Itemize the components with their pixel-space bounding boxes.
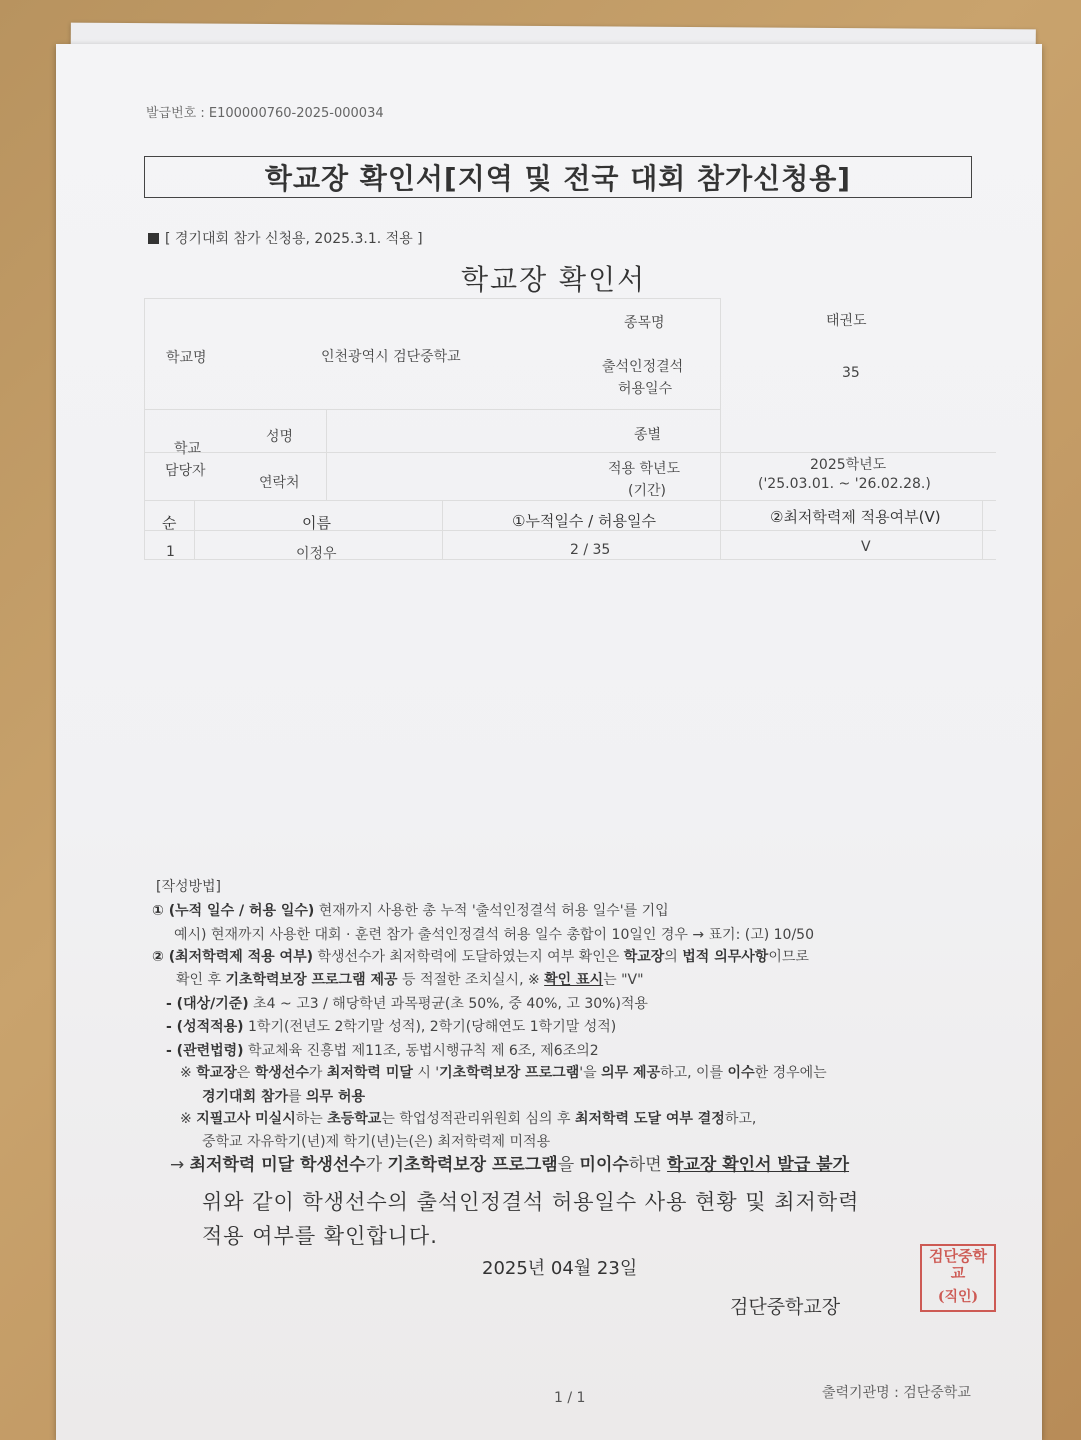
- note-line-6: - (성적적용) 1학기(전년도 2학기말 성적), 2학기(당해연도 1학기말 성적): [166, 1019, 617, 1035]
- year-value-1: 2025학년도: [810, 457, 887, 473]
- note-line-9: 경기대회 참가를 의무 허용: [202, 1089, 365, 1105]
- list-header-name: 이름: [302, 514, 331, 532]
- page-number: 1 / 1: [554, 1390, 586, 1406]
- output-org: 출력기관명 : 검단중학교: [822, 1385, 971, 1401]
- principal-name: 검단중학교장: [730, 1296, 841, 1318]
- row-name: 이정우: [296, 546, 337, 562]
- allow-value: 35: [842, 365, 860, 381]
- title-box: 학교장 확인서[지역 및 전국 대회 참가신청용]: [144, 156, 972, 198]
- contact-label: 연락처: [259, 475, 300, 491]
- year-label-1: 적용 학년도: [608, 461, 681, 477]
- seal-sub-text: (직인): [937, 1289, 979, 1305]
- note-line-8: ※ 학교장은 학생선수가 최저학력 미달 시 '기초학력보장 프로그램'을 의무 제공하고, 이를 이수한 경우에는: [180, 1065, 827, 1081]
- note-line-2: 예시) 현재까지 사용한 대회 · 훈련 참가 출석인정결석 허용 일수 총합이 10일인 경우 → 표기: (고) 10/50: [174, 927, 814, 943]
- sport-value: 태권도: [826, 313, 867, 329]
- seal-text: 검단중학교: [929, 1247, 987, 1282]
- school-value: 인천광역시 검단중학교: [321, 349, 461, 365]
- note-line-4: 확인 후 기초학력보장 프로그램 제공 등 적절한 조치실시, ※ 확인 표시는 "V": [176, 972, 644, 988]
- note-line-3: ② (최저학력제 적용 여부) 학생선수가 최저학력에 도달하였는지 여부 확인은 학교장의 법적 의무사항이므로: [152, 949, 809, 965]
- note-line-12: → 최저학력 미달 학생선수가 기초학력보장 프로그램을 미이수하면 학교장 확인서 발급 불가: [170, 1155, 850, 1175]
- row-no: 1: [166, 544, 175, 560]
- row-days: 2 / 35: [570, 542, 611, 558]
- school-label: 학교명: [166, 350, 207, 366]
- year-label-2: (기간): [628, 483, 666, 499]
- allow-label-1: 출석인정결석: [602, 359, 684, 375]
- subtitle-text: [ 경기대회 참가 신청용, 2025.3.1. 적용 ]: [165, 231, 423, 247]
- confirm-line-1: 위와 같이 학생선수의 출석인정결석 허용일수 사용 현황 및 최저학력: [202, 1190, 860, 1214]
- year-value-2: ('25.03.01. ~ '26.02.28.): [758, 476, 931, 492]
- issue-date: 2025년 04월 23일: [482, 1258, 638, 1279]
- note-line-7: - (관련법령) 학교체육 진흥법 제11조, 동법시행규칙 제 6조, 제6조의2: [166, 1043, 599, 1059]
- official-seal: [920, 1244, 996, 1312]
- row-applied: V: [861, 539, 871, 555]
- note-line-11: 중학교 자유학기(년)제 학기(년)는(은) 최저학력제 미적용: [202, 1134, 551, 1150]
- manager-label-2: 담당자: [165, 463, 206, 479]
- confirm-line-2: 적용 여부를 확인합니다.: [202, 1224, 438, 1248]
- allow-label-2: 허용일수: [618, 381, 673, 397]
- manager-label-1: 학교: [174, 441, 202, 457]
- list-header-applied: ②최저학력제 적용여부(V): [770, 508, 941, 526]
- square-bullet-icon: [148, 233, 159, 244]
- subtitle: [148, 228, 423, 248]
- note-line-5: - (대상/기준) 초4 ~ 고3 / 해당학년 과목평균(초 50%, 중 40%, 고 30%)적용: [166, 996, 648, 1012]
- document-heading: 학교장 확인서: [461, 263, 647, 296]
- list-header-no: 순: [162, 514, 177, 532]
- event-label: 종별: [634, 427, 662, 443]
- note-line-1: ① (누적 일수 / 허용 일수) 현재까지 사용한 총 누적 '출석인정결석 허용 일수'를 기입: [152, 903, 669, 919]
- list-header-days: ①누적일수 / 허용일수: [512, 512, 656, 530]
- document-sheet: [56, 44, 1042, 1440]
- sport-label: 종목명: [624, 315, 665, 331]
- issue-number: 발급번호 : E100000760-2025-000034: [146, 106, 384, 121]
- notes-title: [작성방법]: [156, 879, 222, 895]
- name-label: 성명: [266, 429, 294, 445]
- note-line-10: ※ 지필고사 미실시하는 초등학교는 학업성적관리위원회 심의 후 최저학력 도달 여부 결정하고,: [180, 1111, 757, 1127]
